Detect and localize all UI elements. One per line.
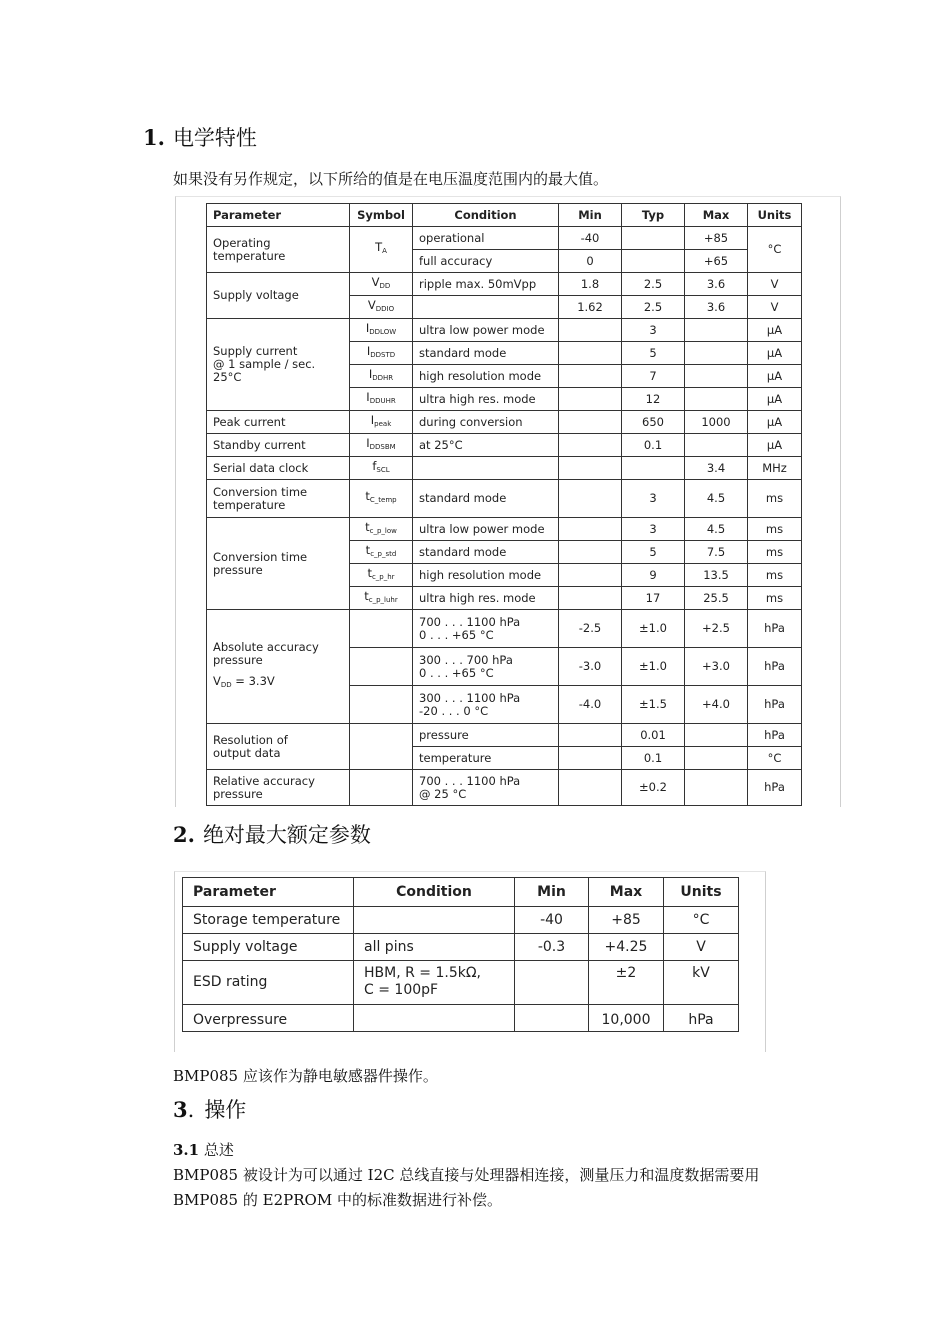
min-cell: 0 [559, 250, 622, 273]
max-cell: ±2 [589, 961, 664, 1005]
symbol-cell: $t_{c\_p\_luhr}$ [350, 587, 413, 610]
header-cell: Typ [622, 204, 685, 227]
min-cell [515, 1005, 589, 1032]
param-cell: Overpressure [183, 1005, 354, 1032]
overview-line-2: BMP085 的 E2PROM 中的标准数据进行补偿。 [173, 1191, 502, 1209]
min-cell: -0.3 [515, 934, 589, 961]
max-cell: 10,000 [589, 1005, 664, 1032]
condition-cell: 300 . . . 700 hPa 0 . . . +65 °C [413, 648, 559, 686]
param-cell: Relative accuracy pressure [207, 770, 350, 806]
table-row [183, 934, 739, 961]
header-cell: Units [664, 878, 739, 907]
table-row [207, 724, 802, 747]
unit-cell: hPa [748, 686, 802, 724]
condition-cell: standard mode [413, 342, 559, 365]
unit-cell: ms [748, 587, 802, 610]
symbol-cell [350, 770, 413, 806]
condition-cell: ultra high res. mode [413, 388, 559, 411]
typ-cell: 2.5 [622, 296, 685, 319]
max-cell: 1000 [685, 411, 748, 434]
typ-cell: 17 [622, 587, 685, 610]
section-3-title: 操作 [204, 1098, 247, 1122]
section-2-number: 2. [173, 822, 195, 847]
unit-cell: ms [748, 480, 802, 518]
max-cell: 3.6 [685, 296, 748, 319]
min-cell [559, 388, 622, 411]
overview-line-1: BMP085 被设计为可以通过 I2C 总线直接与处理器相连接，测量压力和温度数据需要用 [173, 1166, 760, 1184]
table-row [207, 273, 802, 296]
unit-cell: µA [748, 365, 802, 388]
typ-cell: ±1.0 [622, 610, 685, 648]
min-cell [559, 724, 622, 747]
symbol-cell: $I_{DDLOW}$ [350, 319, 413, 342]
section-2-heading [173, 819, 371, 849]
header-cell: Units [748, 204, 802, 227]
symbol-cell: $I_{DDUHR}$ [350, 388, 413, 411]
max-cell: 13.5 [685, 564, 748, 587]
section-3-separator: . [187, 1098, 195, 1122]
condition-cell: standard mode [413, 541, 559, 564]
unit-cell: µA [748, 319, 802, 342]
max-cell: 3.6 [685, 273, 748, 296]
param-cell: Storage temperature [183, 907, 354, 934]
typ-cell: 3 [622, 480, 685, 518]
max-cell [685, 365, 748, 388]
symbol-cell: $I_{DDSTD}$ [350, 342, 413, 365]
unit-cell: ms [748, 518, 802, 541]
table-row [207, 610, 802, 648]
min-cell [559, 365, 622, 388]
max-cell [685, 342, 748, 365]
unit-cell: µA [748, 411, 802, 434]
max-cell: +3.0 [685, 648, 748, 686]
electrical-characteristics-table [206, 203, 802, 806]
table-row [207, 457, 802, 480]
unit-cell: µA [748, 388, 802, 411]
unit-cell: V [664, 934, 739, 961]
unit-cell: V [748, 273, 802, 296]
table-row [183, 1005, 739, 1032]
header-cell: Max [589, 878, 664, 907]
esd-note: BMP085 应该作为静电敏感器件操作。 [173, 1067, 438, 1085]
min-cell [559, 541, 622, 564]
param-cell: Conversion time pressure [207, 518, 350, 610]
max-cell: +65 [685, 250, 748, 273]
table-row [207, 518, 802, 541]
unit-cell: hPa [748, 770, 802, 806]
condition-cell: pressure [413, 724, 559, 747]
condition-cell: high resolution mode [413, 564, 559, 587]
unit-cell: hPa [748, 648, 802, 686]
section-3-heading [173, 1094, 246, 1124]
unit-cell: °C [664, 907, 739, 934]
min-cell: -40 [515, 907, 589, 934]
typ-cell: 0.1 [622, 434, 685, 457]
condition-cell: 700 . . . 1100 hPa 0 . . . +65 °C [413, 610, 559, 648]
unit-cell: kV [664, 961, 739, 1005]
unit-cell: V [748, 296, 802, 319]
table-row [207, 770, 802, 806]
condition-cell: ripple max. 50mVpp [413, 273, 559, 296]
max-cell: +4.0 [685, 686, 748, 724]
typ-cell: ±1.5 [622, 686, 685, 724]
header-cell: Condition [354, 878, 515, 907]
condition-cell: HBM, R = 1.5kΩ, C = 100pF [354, 961, 515, 1005]
typ-cell: ±0.2 [622, 770, 685, 806]
min-cell: -4.0 [559, 686, 622, 724]
unit-cell: °C [748, 747, 802, 770]
min-cell: -40 [559, 227, 622, 250]
max-cell: 25.5 [685, 587, 748, 610]
condition-cell [354, 1005, 515, 1032]
table-header-row [207, 204, 802, 227]
typ-cell [622, 250, 685, 273]
min-cell [559, 319, 622, 342]
symbol-cell: $t_{c\_p\_hr}$ [350, 564, 413, 587]
typ-cell [622, 457, 685, 480]
table-row [207, 319, 802, 342]
min-cell [559, 587, 622, 610]
min-cell: -3.0 [559, 648, 622, 686]
typ-cell: 7 [622, 365, 685, 388]
min-cell [559, 457, 622, 480]
condition-cell: 700 . . . 1100 hPa @ 25 °C [413, 770, 559, 806]
unit-cell: ms [748, 564, 802, 587]
max-cell: 4.5 [685, 480, 748, 518]
max-cell: 4.5 [685, 518, 748, 541]
header-cell: Parameter [183, 878, 354, 907]
section-1-intro: 如果没有另作规定，以下所给的值是在电压温度范围内的最大值。 [173, 170, 609, 188]
section-2-title: 绝对最大额定参数 [202, 823, 371, 847]
min-cell [559, 480, 622, 518]
condition-cell [354, 907, 515, 934]
param-cell: Serial data clock [207, 457, 350, 480]
symbol-cell: $I_{DDSBM}$ [350, 434, 413, 457]
symbol-cell: $T_A$ [350, 227, 413, 273]
header-cell: Min [515, 878, 589, 907]
min-cell [559, 411, 622, 434]
symbol-cell: $t_{C\_temp}$ [350, 480, 413, 518]
symbol-cell: $t_{c\_p\_std}$ [350, 541, 413, 564]
symbol-cell [350, 648, 413, 686]
param-cell: Resolution of output data [207, 724, 350, 770]
min-cell [559, 342, 622, 365]
min-cell: -2.5 [559, 610, 622, 648]
table-row [207, 227, 802, 250]
max-cell: 3.4 [685, 457, 748, 480]
symbol-cell: $I_{peak}$ [350, 411, 413, 434]
param-cell: Peak current [207, 411, 350, 434]
table-row [207, 480, 802, 518]
condition-cell: during conversion [413, 411, 559, 434]
header-cell: Max [685, 204, 748, 227]
typ-cell: 3 [622, 518, 685, 541]
unit-cell: µA [748, 434, 802, 457]
symbol-cell: $V_{DDIO}$ [350, 296, 413, 319]
absolute-maximum-ratings-table [182, 877, 739, 1032]
param-cell: Conversion time temperature [207, 480, 350, 518]
condition-cell: ultra high res. mode [413, 587, 559, 610]
min-cell [559, 518, 622, 541]
typ-cell: 9 [622, 564, 685, 587]
table-row [207, 411, 802, 434]
header-cell: Symbol [350, 204, 413, 227]
table-header-row [183, 878, 739, 907]
min-cell [559, 434, 622, 457]
table-row [183, 907, 739, 934]
max-cell: +85 [685, 227, 748, 250]
condition-cell: operational [413, 227, 559, 250]
symbol-cell: $t_{c\_p\_low}$ [350, 518, 413, 541]
section-3-number: 3 [173, 1097, 188, 1122]
min-cell [559, 564, 622, 587]
subsection-number: 3.1 [173, 1141, 200, 1159]
subsection-title: 总述 [203, 1141, 234, 1159]
condition-cell: high resolution mode [413, 365, 559, 388]
unit-cell: hPa [664, 1005, 739, 1032]
condition-cell: 300 . . . 1100 hPa -20 . . . 0 °C [413, 686, 559, 724]
max-cell: +4.25 [589, 934, 664, 961]
unit-cell: µA [748, 342, 802, 365]
unit-cell: °C [748, 227, 802, 273]
header-cell: Min [559, 204, 622, 227]
condition-cell: full accuracy [413, 250, 559, 273]
typ-cell: 650 [622, 411, 685, 434]
max-cell [685, 747, 748, 770]
max-cell [685, 388, 748, 411]
section-1-title: 电学特性 [172, 126, 257, 150]
symbol-cell [350, 724, 413, 770]
symbol-cell: $f_{SCL}$ [350, 457, 413, 480]
min-cell: 1.62 [559, 296, 622, 319]
condition-cell: ultra low power mode [413, 319, 559, 342]
param-cell: Absolute accuracy pressure $V_{DD} = 3.3V$ [207, 610, 350, 724]
subsection-3-1-heading [173, 1139, 234, 1160]
max-cell: 7.5 [685, 541, 748, 564]
typ-cell: 5 [622, 541, 685, 564]
condition-cell: all pins [354, 934, 515, 961]
condition-cell [413, 296, 559, 319]
max-cell [685, 319, 748, 342]
min-cell [559, 770, 622, 806]
unit-cell: hPa [748, 610, 802, 648]
max-cell: +2.5 [685, 610, 748, 648]
param-cell: Supply voltage [207, 273, 350, 319]
typ-cell: 0.1 [622, 747, 685, 770]
condition-cell: standard mode [413, 480, 559, 518]
min-cell [559, 747, 622, 770]
header-cell: Condition [413, 204, 559, 227]
condition-cell: temperature [413, 747, 559, 770]
condition-cell: ultra low power mode [413, 518, 559, 541]
min-cell [515, 961, 589, 1005]
min-cell: 1.8 [559, 273, 622, 296]
typ-cell: ±1.0 [622, 648, 685, 686]
typ-cell: 12 [622, 388, 685, 411]
typ-cell: 0.01 [622, 724, 685, 747]
param-cell: Operating temperature [207, 227, 350, 273]
header-cell: Parameter [207, 204, 350, 227]
max-cell [685, 434, 748, 457]
typ-cell: 3 [622, 319, 685, 342]
symbol-cell: $V_{DD}$ [350, 273, 413, 296]
max-cell: +85 [589, 907, 664, 934]
max-cell [685, 770, 748, 806]
section-1-heading [143, 122, 257, 152]
param-cell: Supply current @ 1 sample / sec. 25°C [207, 319, 350, 411]
max-cell [685, 724, 748, 747]
typ-cell [622, 227, 685, 250]
table-row [183, 961, 739, 1005]
unit-cell: ms [748, 541, 802, 564]
section-1-number: 1. [143, 125, 165, 150]
symbol-cell [350, 610, 413, 648]
param-cell: Supply voltage [183, 934, 354, 961]
condition-cell: at 25°C [413, 434, 559, 457]
typ-cell: 2.5 [622, 273, 685, 296]
unit-cell: MHz [748, 457, 802, 480]
symbol-cell [350, 686, 413, 724]
unit-cell: hPa [748, 724, 802, 747]
condition-cell [413, 457, 559, 480]
symbol-cell: $I_{DDHR}$ [350, 365, 413, 388]
param-cell: ESD rating [183, 961, 354, 1005]
table-row [207, 434, 802, 457]
typ-cell: 5 [622, 342, 685, 365]
param-cell: Standby current [207, 434, 350, 457]
